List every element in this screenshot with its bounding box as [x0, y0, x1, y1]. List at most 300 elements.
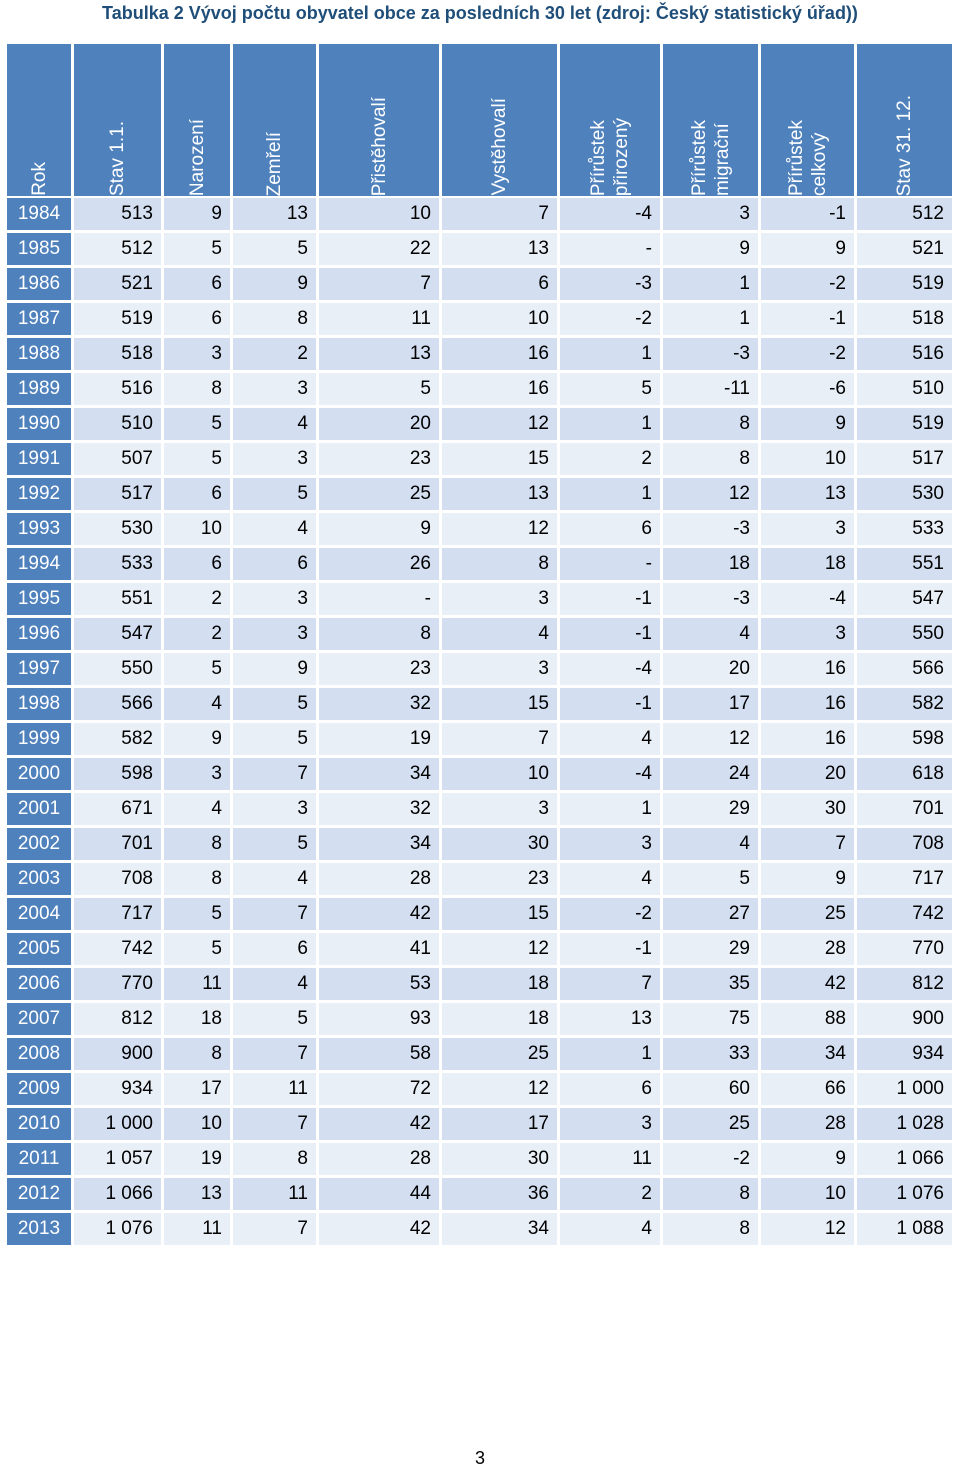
table-row [7, 723, 952, 758]
value-cell: 519 [74, 303, 161, 338]
value-cell: 9 [761, 408, 854, 443]
value-cell: 20 [663, 653, 758, 688]
value-cell: 770 [74, 968, 161, 1003]
value-cell: 8 [663, 1213, 758, 1248]
value-cell: 24 [663, 758, 758, 793]
year-cell: 2010 [7, 1108, 71, 1143]
value-cell: 1 [663, 268, 758, 303]
value-cell: 6 [233, 548, 316, 583]
value-cell: 598 [857, 723, 952, 758]
value-cell: 4 [560, 723, 660, 758]
value-cell: 598 [74, 758, 161, 793]
value-cell: 66 [761, 1073, 854, 1108]
value-cell: 5 [233, 233, 316, 268]
value-cell: 42 [319, 1213, 439, 1248]
value-cell: 7 [319, 268, 439, 303]
value-cell: 742 [74, 933, 161, 968]
value-cell: 10 [442, 758, 557, 793]
table-row [7, 198, 952, 233]
header-prirustek-migracni: Přírůstek migrační [663, 44, 758, 198]
value-cell: 701 [74, 828, 161, 863]
table-row [7, 1213, 952, 1248]
value-cell: 530 [857, 478, 952, 513]
value-cell: 18 [442, 968, 557, 1003]
value-cell: 516 [857, 338, 952, 373]
year-cell: 2004 [7, 898, 71, 933]
value-cell: 3 [442, 653, 557, 688]
value-cell: 3 [164, 758, 230, 793]
value-cell: 44 [319, 1178, 439, 1213]
value-cell: 530 [74, 513, 161, 548]
value-cell: 4 [560, 1213, 660, 1248]
year-cell: 1995 [7, 583, 71, 618]
value-cell: -2 [663, 1143, 758, 1178]
value-cell: 28 [761, 1108, 854, 1143]
value-cell: 5 [233, 688, 316, 723]
value-cell: 6 [233, 933, 316, 968]
value-cell: 512 [857, 198, 952, 233]
value-cell: 510 [74, 408, 161, 443]
value-cell: 812 [74, 1003, 161, 1038]
year-cell: 1993 [7, 513, 71, 548]
value-cell: 18 [164, 1003, 230, 1038]
value-cell: 28 [319, 1143, 439, 1178]
header-zemreli: Zemřelí [233, 44, 316, 198]
value-cell: 19 [164, 1143, 230, 1178]
value-cell: 32 [319, 688, 439, 723]
value-cell: 1 076 [74, 1213, 161, 1248]
year-cell: 1999 [7, 723, 71, 758]
value-cell: 2 [560, 1178, 660, 1213]
year-cell: 1987 [7, 303, 71, 338]
value-cell: 11 [164, 968, 230, 1003]
value-cell: 17 [442, 1108, 557, 1143]
value-cell: 29 [663, 933, 758, 968]
value-cell: 4 [663, 828, 758, 863]
value-cell: 41 [319, 933, 439, 968]
value-cell: 16 [761, 653, 854, 688]
value-cell: 33 [663, 1038, 758, 1073]
value-cell: 8 [164, 828, 230, 863]
table-row [7, 583, 952, 618]
value-cell: 8 [233, 1143, 316, 1178]
value-cell: 3 [233, 373, 316, 408]
year-cell: 1997 [7, 653, 71, 688]
value-cell: 9 [663, 233, 758, 268]
value-cell: 13 [233, 198, 316, 233]
value-cell: 5 [233, 723, 316, 758]
value-cell: 519 [857, 268, 952, 303]
year-cell: 2011 [7, 1143, 71, 1178]
value-cell: 18 [663, 548, 758, 583]
value-cell: 60 [663, 1073, 758, 1108]
value-cell: 3 [560, 828, 660, 863]
value-cell: 7 [233, 758, 316, 793]
value-cell: 12 [442, 1073, 557, 1108]
value-cell: 5 [233, 828, 316, 863]
value-cell: 22 [319, 233, 439, 268]
value-cell: 708 [74, 863, 161, 898]
value-cell: 15 [442, 898, 557, 933]
value-cell: 900 [857, 1003, 952, 1038]
value-cell: 12 [663, 478, 758, 513]
value-cell: 12 [761, 1213, 854, 1248]
value-cell: 1 [560, 338, 660, 373]
value-cell: 4 [164, 688, 230, 723]
value-cell: 7 [442, 723, 557, 758]
table-row [7, 653, 952, 688]
value-cell: 9 [164, 198, 230, 233]
year-cell: 1989 [7, 373, 71, 408]
value-cell: 34 [319, 828, 439, 863]
value-cell: 2 [560, 443, 660, 478]
page-number: 3 [474, 1448, 485, 1468]
table-row [7, 1038, 952, 1073]
value-cell: 550 [74, 653, 161, 688]
table-row [7, 1108, 952, 1143]
value-cell: 4 [233, 968, 316, 1003]
value-cell: 5 [164, 898, 230, 933]
value-cell: 11 [233, 1073, 316, 1108]
value-cell: -2 [560, 898, 660, 933]
value-cell: 519 [857, 408, 952, 443]
value-cell: 9 [319, 513, 439, 548]
value-cell: 13 [442, 478, 557, 513]
value-cell: 1 000 [74, 1108, 161, 1143]
header-pristehovali: Přistěhovalí [319, 44, 439, 198]
value-cell: 3 [164, 338, 230, 373]
value-cell: 4 [560, 863, 660, 898]
value-cell: 25 [761, 898, 854, 933]
value-cell: 23 [319, 653, 439, 688]
value-cell: -3 [663, 513, 758, 548]
value-cell: 30 [442, 828, 557, 863]
year-cell: 1991 [7, 443, 71, 478]
table-row [7, 303, 952, 338]
value-cell: 19 [319, 723, 439, 758]
value-cell: 5 [319, 373, 439, 408]
year-cell: 2001 [7, 793, 71, 828]
value-cell: 1 [560, 793, 660, 828]
table-row [7, 268, 952, 303]
value-cell: 29 [663, 793, 758, 828]
value-cell: -1 [560, 618, 660, 653]
header-prirustek-prirozeny: Přírůstek přirozený [560, 44, 660, 198]
year-cell: 1990 [7, 408, 71, 443]
value-cell: 7 [233, 1108, 316, 1143]
value-cell: 1 028 [857, 1108, 952, 1143]
value-cell: - [560, 548, 660, 583]
table-row [7, 933, 952, 968]
value-cell: 582 [857, 688, 952, 723]
value-cell: 25 [663, 1108, 758, 1143]
value-cell: 32 [319, 793, 439, 828]
value-cell: 6 [164, 303, 230, 338]
value-cell: 7 [442, 198, 557, 233]
value-cell: 17 [663, 688, 758, 723]
header-narozeni: Narození [164, 44, 230, 198]
value-cell: 510 [857, 373, 952, 408]
value-cell: -4 [560, 758, 660, 793]
year-cell: 2000 [7, 758, 71, 793]
value-cell: -1 [560, 933, 660, 968]
value-cell: 521 [857, 233, 952, 268]
value-cell: 9 [761, 233, 854, 268]
value-cell: 517 [74, 478, 161, 513]
table-row [7, 618, 952, 653]
value-cell: 10 [761, 443, 854, 478]
value-cell: -6 [761, 373, 854, 408]
value-cell: 7 [233, 1038, 316, 1073]
value-cell: 26 [319, 548, 439, 583]
table-body [7, 198, 952, 1248]
value-cell: 9 [164, 723, 230, 758]
value-cell: 8 [233, 303, 316, 338]
value-cell: -3 [560, 268, 660, 303]
value-cell: 3 [442, 583, 557, 618]
value-cell: 16 [761, 688, 854, 723]
value-cell: -2 [761, 338, 854, 373]
value-cell: -1 [560, 688, 660, 723]
value-cell: 1 [663, 303, 758, 338]
value-cell: 934 [74, 1073, 161, 1108]
value-cell: 3 [560, 1108, 660, 1143]
value-cell: 34 [319, 758, 439, 793]
value-cell: 4 [233, 408, 316, 443]
value-cell: 547 [857, 583, 952, 618]
value-cell: 1 088 [857, 1213, 952, 1248]
value-cell: 16 [442, 338, 557, 373]
table-row [7, 1143, 952, 1178]
value-cell: 2 [164, 583, 230, 618]
value-cell: 551 [74, 583, 161, 618]
table-row [7, 968, 952, 1003]
value-cell: 7 [233, 1213, 316, 1248]
value-cell: -2 [761, 268, 854, 303]
value-cell: 7 [560, 968, 660, 1003]
value-cell: 671 [74, 793, 161, 828]
header-rok: Rok [7, 44, 71, 198]
value-cell: 582 [74, 723, 161, 758]
value-cell: 8 [663, 1178, 758, 1213]
value-cell: 513 [74, 198, 161, 233]
value-cell: 93 [319, 1003, 439, 1038]
value-cell: 11 [164, 1213, 230, 1248]
value-cell: 9 [233, 268, 316, 303]
value-cell: 8 [663, 408, 758, 443]
table-row [7, 373, 952, 408]
value-cell: 42 [319, 1108, 439, 1143]
year-cell: 1985 [7, 233, 71, 268]
year-cell: 1998 [7, 688, 71, 723]
value-cell: 11 [560, 1143, 660, 1178]
table-row [7, 828, 952, 863]
value-cell: 8 [164, 863, 230, 898]
value-cell: 18 [761, 548, 854, 583]
value-cell: 12 [663, 723, 758, 758]
value-cell: 15 [442, 443, 557, 478]
value-cell: 708 [857, 828, 952, 863]
table-row [7, 793, 952, 828]
value-cell: 6 [164, 478, 230, 513]
value-cell: 550 [857, 618, 952, 653]
value-cell: 75 [663, 1003, 758, 1038]
value-cell: 30 [761, 793, 854, 828]
population-table [4, 44, 955, 1248]
value-cell: 34 [761, 1038, 854, 1073]
value-cell: 618 [857, 758, 952, 793]
value-cell: 5 [560, 373, 660, 408]
value-cell: 512 [74, 233, 161, 268]
value-cell: 13 [164, 1178, 230, 1213]
header-prirustek-celkovy: Přírůstek celkový [761, 44, 854, 198]
value-cell: 36 [442, 1178, 557, 1213]
value-cell: 10 [164, 1108, 230, 1143]
table-row [7, 443, 952, 478]
table-row [7, 408, 952, 443]
value-cell: 1 [560, 408, 660, 443]
value-cell: 5 [233, 478, 316, 513]
value-cell: 1 [560, 1038, 660, 1073]
value-cell: 13 [319, 338, 439, 373]
year-cell: 1984 [7, 198, 71, 233]
value-cell: 25 [442, 1038, 557, 1073]
table-row [7, 688, 952, 723]
value-cell: 58 [319, 1038, 439, 1073]
value-cell: -11 [663, 373, 758, 408]
value-cell: 42 [319, 898, 439, 933]
value-cell: 1 [560, 478, 660, 513]
value-cell: 3 [233, 793, 316, 828]
value-cell: 27 [663, 898, 758, 933]
value-cell: 516 [74, 373, 161, 408]
value-cell: 13 [761, 478, 854, 513]
value-cell: -1 [761, 198, 854, 233]
value-cell: 742 [857, 898, 952, 933]
value-cell: 12 [442, 408, 557, 443]
value-cell: 10 [761, 1178, 854, 1213]
value-cell: 4 [233, 513, 316, 548]
value-cell: 25 [319, 478, 439, 513]
value-cell: 6 [442, 268, 557, 303]
value-cell: 3 [663, 198, 758, 233]
value-cell: 15 [442, 688, 557, 723]
value-cell: 9 [761, 1143, 854, 1178]
value-cell: 5 [164, 408, 230, 443]
value-cell: 533 [857, 513, 952, 548]
value-cell: 8 [164, 1038, 230, 1073]
value-cell: 20 [761, 758, 854, 793]
table-row [7, 338, 952, 373]
value-cell: 7 [761, 828, 854, 863]
value-cell: -1 [560, 583, 660, 618]
value-cell: 547 [74, 618, 161, 653]
table-row [7, 1003, 952, 1038]
value-cell: 53 [319, 968, 439, 1003]
value-cell: 2 [164, 618, 230, 653]
value-cell: 10 [164, 513, 230, 548]
value-cell: 4 [233, 863, 316, 898]
value-cell: 3 [233, 443, 316, 478]
value-cell: 717 [857, 863, 952, 898]
value-cell: 521 [74, 268, 161, 303]
value-cell: 5 [164, 443, 230, 478]
value-cell: 72 [319, 1073, 439, 1108]
value-cell: 10 [442, 303, 557, 338]
value-cell: 88 [761, 1003, 854, 1038]
value-cell: - [319, 583, 439, 618]
value-cell: 8 [663, 443, 758, 478]
value-cell: 13 [560, 1003, 660, 1038]
value-cell: 1 076 [857, 1178, 952, 1213]
table-row [7, 758, 952, 793]
header-stav-1-1: Stav 1.1. [74, 44, 161, 198]
value-cell: 518 [857, 303, 952, 338]
value-cell: 9 [233, 653, 316, 688]
table-row [7, 1073, 952, 1108]
value-cell: 10 [319, 198, 439, 233]
header-vystehovali: Vystěhovalí [442, 44, 557, 198]
value-cell: 517 [857, 443, 952, 478]
value-cell: 1 000 [857, 1073, 952, 1108]
value-cell: 4 [442, 618, 557, 653]
year-cell: 2005 [7, 933, 71, 968]
value-cell: 4 [164, 793, 230, 828]
year-cell: 1988 [7, 338, 71, 373]
value-cell: -4 [560, 653, 660, 688]
value-cell: 35 [663, 968, 758, 1003]
value-cell: 1 066 [857, 1143, 952, 1178]
year-cell: 2007 [7, 1003, 71, 1038]
value-cell: 566 [857, 653, 952, 688]
value-cell: 566 [74, 688, 161, 723]
header-stav-31-12: Stav 31. 12. [857, 44, 952, 198]
value-cell: 12 [442, 933, 557, 968]
table-row [7, 1178, 952, 1213]
value-cell: 1 057 [74, 1143, 161, 1178]
year-cell: 1996 [7, 618, 71, 653]
value-cell: 518 [74, 338, 161, 373]
value-cell: 3 [761, 618, 854, 653]
value-cell: 533 [74, 548, 161, 583]
value-cell: 770 [857, 933, 952, 968]
value-cell: 34 [442, 1213, 557, 1248]
value-cell: 5 [663, 863, 758, 898]
value-cell: 23 [442, 863, 557, 898]
value-cell: 9 [761, 863, 854, 898]
value-cell: 6 [164, 548, 230, 583]
value-cell: 28 [319, 863, 439, 898]
value-cell: 11 [233, 1178, 316, 1213]
year-cell: 1986 [7, 268, 71, 303]
year-cell: 1994 [7, 548, 71, 583]
table-row [7, 898, 952, 933]
value-cell: 701 [857, 793, 952, 828]
value-cell: -3 [663, 338, 758, 373]
table-caption: Tabulka 2 Vývoj počtu obyvatel obce za posledních 30 let (zdroj: Český statistický úřad)) [102, 3, 858, 23]
value-cell: -4 [761, 583, 854, 618]
year-cell: 2008 [7, 1038, 71, 1073]
value-cell: 812 [857, 968, 952, 1003]
value-cell: 28 [761, 933, 854, 968]
year-cell: 2002 [7, 828, 71, 863]
value-cell: -3 [663, 583, 758, 618]
value-cell: 7 [233, 898, 316, 933]
value-cell: - [560, 233, 660, 268]
value-cell: 5 [164, 653, 230, 688]
value-cell: 3 [761, 513, 854, 548]
table-row [7, 233, 952, 268]
